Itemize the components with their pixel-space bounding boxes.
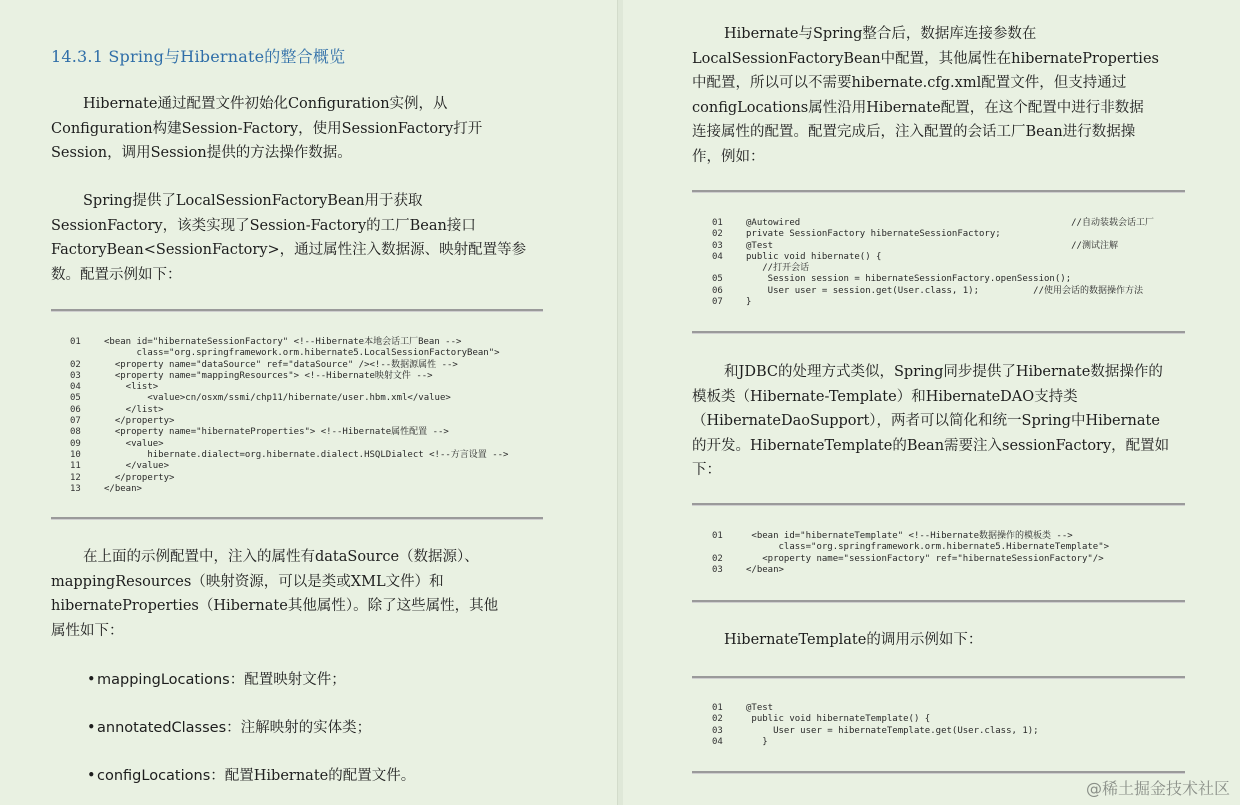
- line-number: 01: [712, 703, 723, 713]
- code-line: [712, 542, 1109, 553]
- line-number: 03: [712, 564, 723, 575]
- bullet-item: [87, 668, 346, 689]
- line-number: 01: [712, 218, 723, 228]
- code-line: [712, 565, 1109, 576]
- code-text: User user = session.get(User.class, 1); //使用会话的数据操作方法: [746, 285, 1144, 296]
- line-number: 02: [712, 553, 723, 564]
- line-number: 04: [712, 251, 723, 262]
- bullet-term: annotatedClasses: [97, 720, 227, 736]
- text-line: FactoryBean<SessionFactory>，通过属性注入数据源、映射配置等参: [51, 242, 527, 258]
- code-text: </bean>: [746, 564, 784, 575]
- code-block-bottom-rule: [692, 331, 1185, 333]
- code-block-template-usage: [712, 703, 1039, 748]
- code-text: @Autowired //自动装载会话工厂: [746, 218, 1154, 228]
- code-text: hibernate.dialect=org.hibernate.dialect.HSQLDialect <!--方言设置 -->: [104, 449, 509, 460]
- line-number: 04: [712, 736, 723, 747]
- code-text: <property name="sessionFactory" ref="hibernateSessionFactory"/>: [746, 553, 1104, 564]
- code-text: </list>: [104, 404, 164, 415]
- bullet-term: configLocations: [97, 768, 211, 784]
- code-line: [70, 371, 508, 382]
- text-line: 数。配置示例如下：: [51, 266, 182, 283]
- code-text: User user = hibernateTemplate.get(User.class, 1);: [746, 725, 1039, 736]
- code-block-top-rule: [692, 676, 1185, 678]
- bullet-dot: •: [87, 720, 96, 736]
- text-line: Hibernate与Spring整合后，数据库连接参数在: [724, 26, 1037, 42]
- text-line: LocalSessionFactoryBean中配置，其他属性在hibernateProperties: [692, 50, 1159, 67]
- code-line: [70, 382, 508, 393]
- code-line: [712, 218, 1154, 229]
- code-line: [712, 229, 1154, 240]
- text-line: 属性如下：: [51, 622, 124, 639]
- line-number: 02: [712, 714, 723, 725]
- code-line: [712, 703, 1039, 714]
- line-number: 12: [70, 472, 81, 483]
- line-number: 04: [70, 382, 81, 393]
- code-text: Session session = hibernateSessionFactory.openSession();: [746, 274, 1072, 285]
- code-line: [712, 531, 1109, 542]
- line-number: 02: [712, 229, 723, 240]
- code-text: </value>: [104, 461, 170, 472]
- code-block-bottom-rule: [51, 517, 543, 519]
- text-line: （HibernateDaoSupport），两者可以简化和统一Spring中Hibernate: [692, 413, 1160, 429]
- left-paragraph-2: [51, 189, 526, 287]
- right-paragraph-1: [692, 22, 1159, 169]
- line-number: 03: [712, 725, 723, 736]
- bullet-dot: •: [87, 672, 96, 688]
- text-line: hibernateProperties（Hibernate其他属性）。除了这些属性，其他: [51, 598, 499, 614]
- line-number: 06: [712, 285, 723, 296]
- code-line: [712, 274, 1154, 285]
- text-line: 中配置，所以可以不需要hibernate.cfg.xml配置文件，但支持通过: [692, 75, 1127, 91]
- left-paragraph-3: [51, 545, 498, 643]
- text-line: HibernateTemplate的调用示例如下：: [724, 632, 983, 648]
- text-line: 连接属性的配置。配置完成后，注入配置的会话工厂Bean进行数据操: [692, 124, 1136, 140]
- code-text: <value>cn/osxm/ssmi/chp11/hibernate/user.hbm.xml</value>: [104, 393, 451, 404]
- line-number: 02: [70, 359, 81, 370]
- code-line: [70, 393, 508, 404]
- line-number: 03: [712, 240, 723, 251]
- text-line: 和JDBC的处理方式类似，Spring同步提供了Hibernate数据操作的: [724, 364, 1163, 380]
- watermark: @稀土掘金技术社区: [1085, 779, 1230, 798]
- text-line: Configuration构建Session-Factory，使用SessionFactory打开: [51, 120, 483, 137]
- code-text: public void hibernateTemplate() {: [746, 714, 931, 725]
- code-text: </property>: [104, 416, 175, 427]
- code-line: [70, 337, 508, 348]
- code-line: [712, 726, 1039, 737]
- code-text: <bean id="hibernateTemplate" <!--Hibernate数据操作的模板类 -->: [746, 531, 1073, 541]
- bullet-desc: ：配置映射文件；: [229, 672, 346, 688]
- code-line: [712, 263, 1154, 274]
- line-number: 05: [712, 274, 723, 285]
- text-line: 模板类（Hibernate-Template）和HibernateDAO支持类: [692, 388, 1078, 405]
- code-line: [70, 348, 508, 359]
- right-paragraph-2: [692, 360, 1169, 483]
- line-number: 08: [70, 427, 81, 438]
- code-block-top-rule: [692, 503, 1185, 505]
- right-page: [622, 0, 1240, 805]
- line-number: 05: [70, 393, 81, 404]
- code-text: class="org.springframework.orm.hibernate5.LocalSessionFactoryBean">: [104, 348, 500, 359]
- bullet-desc: ：注解映射的实体类；: [226, 720, 372, 736]
- code-line: [712, 554, 1109, 565]
- code-line: [70, 461, 508, 472]
- code-text: @Test: [746, 703, 774, 713]
- section-heading: 14.3.1 Spring与Hibernate的整合概览: [51, 47, 346, 66]
- code-text: public void hibernate() {: [746, 251, 882, 262]
- line-number: 11: [70, 461, 81, 472]
- code-text: }: [746, 736, 768, 747]
- code-block-session-usage: [712, 218, 1154, 308]
- text-line: Session，调用Session提供的方法操作数据。: [51, 145, 352, 161]
- code-block-bottom-rule: [692, 771, 1185, 773]
- text-line: Spring提供了LocalSessionFactoryBean用于获取: [83, 193, 423, 209]
- left-paragraph-1: [51, 92, 482, 166]
- code-text: private SessionFactory hibernateSessionFactory;: [746, 229, 1001, 240]
- code-text: <value>: [104, 438, 164, 449]
- bullet-item: [87, 716, 371, 737]
- code-line: [712, 737, 1039, 748]
- code-block-top-rule: [692, 190, 1185, 192]
- text-line: SessionFactory，该类实现了Session-Factory的工厂Bean接口: [51, 217, 476, 234]
- code-line: [70, 405, 508, 416]
- text-line: 下：: [692, 462, 721, 478]
- right-paragraph-3: [692, 628, 982, 653]
- code-line: [712, 297, 1154, 308]
- code-line: [70, 484, 508, 495]
- code-line: [70, 427, 508, 438]
- code-line: [70, 439, 508, 450]
- code-block-session-factory: [70, 337, 508, 495]
- line-number: 09: [70, 438, 81, 449]
- line-number: 06: [70, 404, 81, 415]
- line-number: 01: [712, 531, 723, 541]
- bullet-dot: •: [87, 768, 96, 784]
- code-text: <bean id="hibernateSessionFactory" <!--Hibernate本地会话工厂Bean -->: [104, 337, 462, 347]
- bullet-term: mappingLocations: [97, 672, 230, 688]
- code-text: class="org.springframework.orm.hibernate5.HibernateTemplate">: [746, 542, 1110, 553]
- line-number: 13: [70, 483, 81, 494]
- text-line: mappingResources（映射资源，可以是类或XML文件）和: [51, 573, 444, 590]
- line-number: 10: [70, 449, 81, 460]
- code-block-top-rule: [51, 309, 543, 311]
- text-line: configLocations属性沿用Hibernate配置，在这个配置中进行非数据: [692, 99, 1144, 116]
- code-text: <list>: [104, 382, 159, 393]
- code-line: [70, 360, 508, 371]
- code-text: @Test //测试注解: [746, 240, 1118, 251]
- code-text: <property name="mappingResources"> <!--Hibernate映射文件 -->: [104, 370, 433, 381]
- code-line: [70, 473, 508, 484]
- line-number: 07: [70, 416, 81, 427]
- text-line: 在上面的示例配置中，注入的属性有dataSource（数据源）、: [83, 549, 479, 565]
- code-block-template-bean: [712, 531, 1109, 576]
- text-line: Hibernate通过配置文件初始化Configuration实例，从: [83, 96, 448, 112]
- line-number: 07: [712, 297, 723, 308]
- code-text: </bean>: [104, 483, 142, 494]
- line-number: 03: [70, 370, 81, 381]
- code-text: <property name="hibernateProperties"> <!--Hibernate属性配置 -->: [104, 427, 449, 438]
- bullet-desc: ：配置Hibernate的配置文件。: [210, 768, 416, 784]
- code-block-bottom-rule: [692, 600, 1185, 602]
- code-text: </property>: [104, 472, 175, 483]
- text-line: 作，例如：: [692, 148, 765, 165]
- line-number: 01: [70, 337, 81, 347]
- text-line: 的开发。HibernateTemplate的Bean需要注入sessionFactory，配置如: [692, 437, 1170, 454]
- code-line: [712, 714, 1039, 725]
- code-text: //打开会话: [746, 263, 810, 274]
- code-line: [712, 286, 1154, 297]
- code-line: [712, 252, 1154, 263]
- code-text: }: [746, 297, 752, 308]
- code-line: [70, 416, 508, 427]
- bullet-item: [87, 764, 415, 785]
- code-line: [712, 241, 1154, 252]
- code-text: <property name="dataSource" ref="dataSource" /><!--数据源属性 -->: [104, 359, 458, 370]
- left-page: [0, 0, 618, 805]
- code-line: [70, 450, 508, 461]
